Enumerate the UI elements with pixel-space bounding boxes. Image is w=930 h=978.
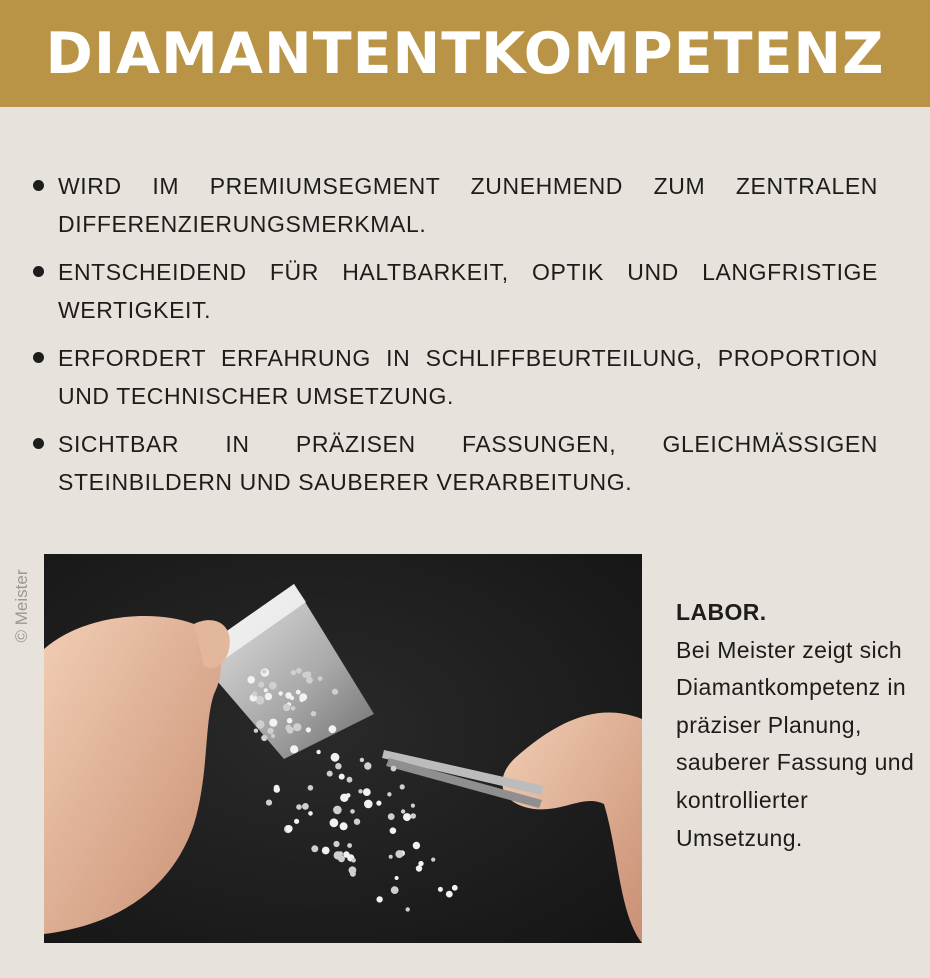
- diamond-stone: [363, 788, 371, 796]
- diamond-stone: [293, 723, 301, 731]
- diamond-stone: [283, 704, 290, 711]
- diamond-stone: [296, 668, 302, 674]
- diamond-stone: [387, 792, 391, 796]
- bullet-item: [32, 167, 878, 243]
- bullet-icon: [33, 352, 44, 363]
- bullet-list: [32, 167, 878, 511]
- diamond-stone: [364, 762, 371, 769]
- diamond-stone: [285, 692, 292, 699]
- diamond-stone: [286, 825, 293, 832]
- diamond-stone: [349, 866, 357, 874]
- diamond-photo-illustration: [44, 554, 642, 943]
- diamond-stone: [391, 766, 397, 772]
- diamond-stone: [254, 729, 258, 733]
- diamond-stone: [389, 855, 393, 859]
- diamond-stone: [296, 690, 301, 695]
- diamond-stone: [308, 811, 313, 816]
- header-banner: [0, 0, 930, 107]
- diamond-stone: [438, 887, 443, 892]
- diamond-stone: [291, 706, 296, 711]
- diamond-stone: [354, 819, 360, 825]
- caption: [676, 594, 916, 857]
- diamond-stone: [311, 845, 318, 852]
- diamond-stone: [291, 670, 296, 675]
- diamond-stone: [311, 711, 316, 716]
- diamond-stone: [322, 847, 330, 855]
- diamond-stone: [306, 677, 313, 684]
- diamond-stone: [271, 734, 275, 738]
- diamond-stone: [308, 785, 314, 791]
- bullet-icon: [33, 180, 44, 191]
- diamond-stone: [258, 682, 264, 688]
- diamond-stone: [411, 804, 415, 808]
- diamond-stone: [332, 689, 338, 695]
- page-title: DIAMANTENTKOMPETENZ: [45, 20, 885, 87]
- diamond-stone: [391, 886, 399, 894]
- diamond-stone: [347, 777, 353, 783]
- bullet-text: ENTSCHEIDEND FÜR HALTBARKEIT, OPTIK UND LANGFRISTIGE WERTIGKEIT.: [58, 259, 878, 323]
- photo-credit: [10, 556, 34, 660]
- diamond-stone: [330, 818, 339, 827]
- diamond-stone: [431, 858, 435, 862]
- bullet-icon: [33, 438, 44, 449]
- diamond-stone: [360, 758, 364, 762]
- diamond-stone: [279, 691, 283, 695]
- diamond-stone: [306, 727, 311, 732]
- caption-text: Bei Meister zeigt sich Diamantkompetenz in präziser Planung, sauberer Fassung und kontrollierter Umsetzung.: [676, 636, 915, 851]
- diamond-stone: [269, 682, 277, 690]
- diamond-stone: [343, 851, 349, 857]
- diamond-stone: [333, 841, 339, 847]
- diamond-stone: [267, 728, 273, 734]
- diamond-stone: [376, 896, 382, 902]
- diamond-stone: [416, 865, 422, 871]
- diamond-stone: [446, 891, 453, 898]
- diamond-stone: [266, 800, 272, 806]
- diamond-stone: [331, 753, 340, 762]
- diamond-stone: [410, 813, 416, 819]
- diamond-stone: [347, 843, 352, 848]
- bullet-icon: [33, 266, 44, 277]
- diamond-stone: [300, 698, 304, 702]
- diamond-stone: [395, 876, 399, 880]
- diamond-photo: [44, 554, 642, 943]
- diamond-stone: [340, 822, 348, 830]
- diamond-stone: [329, 725, 337, 733]
- bullet-item: [32, 253, 878, 329]
- diamond-stone: [401, 809, 405, 813]
- diamond-stone: [265, 693, 272, 700]
- bullet-text: SICHTBAR IN PRÄZISEN FASSUNGEN, GLEICHMÄSSIGEN STEINBILDERN UND SAUBERER VERARBEITUNG.: [58, 431, 878, 495]
- diamond-stone: [338, 851, 343, 856]
- diamond-stone: [318, 676, 323, 681]
- diamond-stone: [413, 842, 420, 849]
- diamond-stone: [400, 784, 405, 789]
- diamond-stone: [262, 669, 266, 673]
- caption-title: LABOR.: [676, 599, 767, 625]
- diamond-stone: [290, 745, 298, 753]
- diamond-stone: [269, 719, 277, 727]
- diamond-stone: [247, 676, 255, 684]
- diamond-stone: [316, 750, 320, 754]
- diamond-stone: [350, 809, 355, 814]
- diamond-stone: [388, 813, 395, 820]
- diamond-stone: [333, 806, 342, 815]
- diamond-stone: [395, 850, 403, 858]
- diamond-stone: [351, 858, 356, 863]
- bullet-item: [32, 339, 878, 415]
- diamond-stone: [339, 774, 345, 780]
- bullet-text: ERFORDERT ERFAHRUNG IN SCHLIFFBEURTEILUNG, PROPORTION UND TECHNISCHER UMSETZUNG.: [58, 345, 878, 409]
- diamond-stone: [358, 789, 362, 793]
- diamond-stone: [452, 885, 458, 891]
- diamond-stone: [302, 672, 308, 678]
- bullet-text: WIRD IM PREMIUMSEGMENT ZUNEHMEND ZUM ZENTRALEN DIFFERENZIERUNGSMERKMAL.: [58, 173, 878, 237]
- diamond-stone: [327, 771, 333, 777]
- diamond-stone: [264, 688, 268, 692]
- diamond-stone: [261, 735, 267, 741]
- bullet-item: [32, 425, 878, 501]
- diamond-stone: [390, 827, 397, 834]
- diamond-stone: [287, 718, 293, 724]
- diamond-stone: [403, 813, 411, 821]
- diamond-stone: [406, 907, 410, 911]
- diamond-stone: [335, 763, 341, 769]
- diamond-stone: [256, 720, 264, 728]
- diamond-stone: [364, 800, 373, 809]
- diamond-stone: [274, 785, 280, 791]
- diamond-stone: [287, 727, 294, 734]
- diamond-stone: [296, 804, 302, 810]
- photo-credit-text: © Meister: [12, 569, 31, 643]
- diamond-stone: [252, 691, 257, 696]
- diamond-stone: [302, 803, 309, 810]
- diamond-stone: [340, 794, 348, 802]
- diamond-stone: [294, 819, 299, 824]
- diamond-stone: [376, 801, 381, 806]
